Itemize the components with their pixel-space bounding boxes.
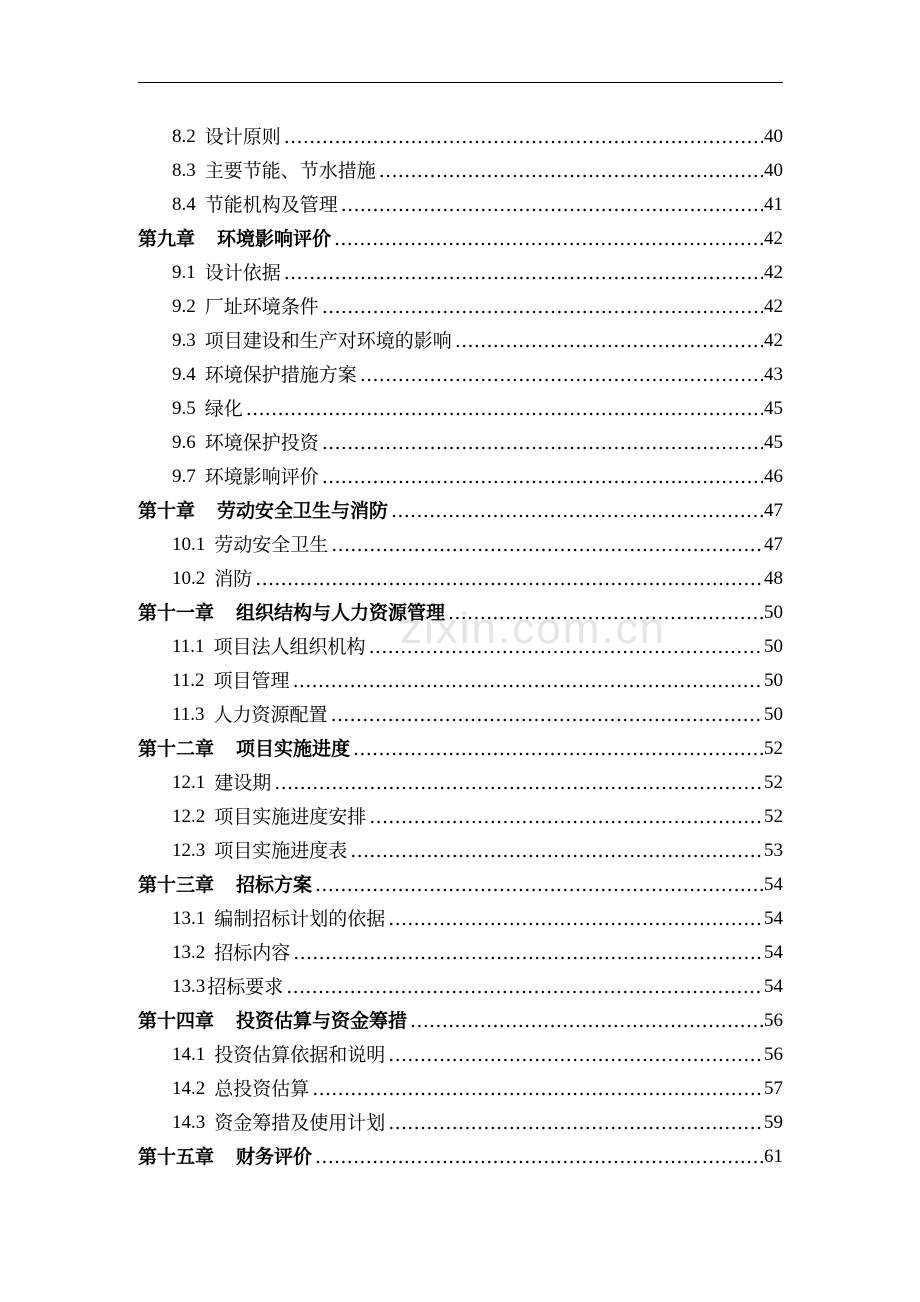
toc-entry-title: 消防 [214, 568, 253, 590]
toc-entry-title: 节能机构及管理 [204, 194, 338, 216]
toc-entry-number: 8.2 [172, 126, 196, 147]
toc-entry-page: 40 [764, 126, 783, 147]
toc-dot-leader [255, 567, 763, 591]
toc-section-entry[interactable] [138, 1067, 783, 1101]
toc-entry-number: 10.1 [172, 534, 206, 555]
toc-dot-leader [315, 873, 763, 897]
toc-entry-number: 第十三章 [138, 874, 215, 896]
toc-dot-leader [286, 975, 763, 999]
toc-entry-title: 项目法人组织机构 [213, 636, 366, 658]
toc-entry-number: 9.3 [172, 330, 196, 351]
toc-entry-number: 10.2 [172, 568, 206, 589]
toc-entry-title: 环境保护措施方案 [204, 364, 357, 386]
toc-entry-number: 9.1 [172, 262, 196, 283]
toc-entry-title: 投资估算依据和说明 [214, 1044, 386, 1066]
toc-entry-page: 46 [764, 466, 783, 487]
toc-entry-number: 14.2 [172, 1078, 206, 1099]
toc-entry-number: 14.3 [172, 1112, 206, 1133]
toc-dot-leader [388, 1043, 763, 1067]
toc-entry-title: 项目建设和生产对环境的影响 [204, 330, 452, 352]
toc-entry-title: 绿化 [204, 398, 243, 420]
toc-entry-number: 9.6 [172, 432, 196, 453]
toc-entry-page: 52 [764, 772, 783, 793]
toc-entry-page: 53 [764, 840, 783, 861]
toc-section-entry[interactable] [138, 1033, 783, 1067]
toc-entry-number: 8.4 [172, 194, 196, 215]
toc-entry-page: 42 [764, 262, 783, 283]
toc-entry-page: 43 [764, 364, 783, 385]
toc-entry-page: 54 [764, 942, 783, 963]
toc-entry-page: 45 [764, 432, 783, 453]
toc-entry-title: 招标要求 [207, 976, 284, 998]
toc-entry-page: 52 [764, 806, 783, 827]
toc-entry-title: 环境保护投资 [204, 432, 319, 454]
toc-entry-title: 投资估算与资金筹措 [236, 1010, 408, 1032]
toc-entry-title: 资金筹措及使用计划 [214, 1112, 386, 1134]
toc-entry-title: 组织结构与人力资源管理 [236, 602, 446, 624]
toc-dot-leader [410, 1009, 763, 1033]
toc-dot-leader [388, 907, 763, 931]
toc-entry-page: 50 [764, 636, 783, 657]
toc-dot-leader [455, 329, 763, 353]
toc-dot-leader [448, 601, 763, 625]
toc-entry-page: 42 [764, 296, 783, 317]
toc-dot-leader [284, 125, 763, 149]
toc-section-entry[interactable] [138, 625, 783, 659]
toc-entry-number: 第十五章 [138, 1146, 215, 1168]
toc-dot-leader [284, 261, 763, 285]
toc-entry-number: 第十章 [138, 500, 196, 522]
toc-dot-leader [334, 227, 763, 251]
toc-dot-leader [331, 533, 763, 557]
toc-entry-page: 40 [764, 160, 783, 181]
toc-section-entry[interactable] [138, 557, 783, 591]
toc-entry-number: 13.1 [172, 908, 206, 929]
toc-dot-leader [388, 1111, 763, 1135]
toc-entry-number: 11.1 [172, 636, 205, 657]
toc-dot-leader [391, 499, 763, 523]
toc-dot-leader [350, 839, 763, 863]
toc-section-entry[interactable] [138, 387, 783, 421]
toc-section-entry[interactable] [138, 761, 783, 795]
toc-entry-title: 设计依据 [204, 262, 281, 284]
toc-dot-leader [293, 669, 763, 693]
toc-entry-number: 8.3 [172, 160, 196, 181]
toc-entry-title: 人力资源配置 [213, 704, 328, 726]
toc-dot-leader [322, 295, 763, 319]
toc-section-entry[interactable] [138, 659, 783, 693]
toc-entry-number: 12.3 [172, 840, 206, 861]
header-rule [138, 82, 783, 83]
toc-entry-number: 9.4 [172, 364, 196, 385]
toc-dot-leader [379, 159, 763, 183]
toc-dot-leader [322, 431, 763, 455]
toc-entry-title: 招标方案 [236, 874, 313, 896]
toc-entry-page: 52 [764, 738, 783, 759]
toc-entry-title: 劳动安全卫生与消防 [217, 500, 389, 522]
toc-entry-number: 12.2 [172, 806, 206, 827]
toc-dot-leader [322, 465, 763, 489]
toc-dot-leader [312, 1077, 763, 1101]
toc-entry-page: 50 [764, 704, 783, 725]
toc-section-entry[interactable] [138, 285, 783, 319]
toc-entry-page: 54 [764, 874, 783, 895]
toc-entry-number: 第十二章 [138, 738, 215, 760]
toc-entry-page: 48 [764, 568, 783, 589]
toc-dot-leader [369, 635, 763, 659]
toc-entry-number: 14.1 [172, 1044, 206, 1065]
toc-entry-page: 50 [764, 602, 783, 623]
watermark: zixin.com.cn [400, 604, 667, 653]
toc-entry-number: 第十四章 [138, 1010, 215, 1032]
toc-entry-title: 设计原则 [204, 126, 281, 148]
toc-entry-number: 第十一章 [138, 602, 215, 624]
toc-dot-leader [341, 193, 763, 217]
toc-entry-number: 9.7 [172, 466, 196, 487]
toc-entry-number: 13.3 [172, 976, 206, 997]
toc-entry-page: 54 [764, 908, 783, 929]
toc-entry-number: 第九章 [138, 228, 196, 250]
toc-section-entry[interactable] [138, 897, 783, 931]
toc-entry-title: 建设期 [214, 772, 272, 794]
toc-chapter-entry[interactable] [138, 863, 783, 897]
toc-dot-leader [369, 805, 763, 829]
toc-section-entry[interactable] [138, 693, 783, 727]
toc-entry-page: 41 [764, 194, 783, 215]
toc-entry-title: 厂址环境条件 [204, 296, 319, 318]
toc-entry-page: 61 [764, 1146, 783, 1167]
toc-dot-leader [360, 363, 763, 387]
toc-section-entry[interactable] [138, 795, 783, 829]
toc-chapter-entry[interactable] [138, 217, 783, 251]
toc-entry-page: 47 [764, 534, 783, 555]
table-of-contents [138, 115, 783, 1169]
toc-entry-number: 9.5 [172, 398, 196, 419]
toc-dot-leader [293, 941, 763, 965]
toc-dot-leader [353, 737, 763, 761]
toc-dot-leader [315, 1145, 763, 1169]
toc-entry-title: 项目实施进度 [236, 738, 351, 760]
toc-entry-title: 项目实施进度安排 [214, 806, 367, 828]
toc-section-entry[interactable] [138, 965, 783, 999]
toc-entry-title: 环境影响评价 [204, 466, 319, 488]
toc-section-entry[interactable] [138, 183, 783, 217]
toc-section-entry[interactable] [138, 421, 783, 455]
toc-section-entry[interactable] [138, 319, 783, 353]
toc-section-entry[interactable] [138, 115, 783, 149]
toc-chapter-entry[interactable] [138, 727, 783, 761]
toc-section-entry[interactable] [138, 523, 783, 557]
toc-dot-leader [331, 703, 763, 727]
toc-entry-title: 财务评价 [236, 1146, 313, 1168]
toc-entry-title: 项目实施进度表 [214, 840, 348, 862]
toc-section-entry[interactable] [138, 1101, 783, 1135]
toc-entry-page: 57 [764, 1078, 783, 1099]
toc-chapter-entry[interactable] [138, 591, 783, 625]
toc-entry-page: 59 [764, 1112, 783, 1133]
toc-entry-page: 42 [764, 330, 783, 351]
toc-entry-page: 42 [764, 228, 783, 249]
toc-section-entry[interactable] [138, 931, 783, 965]
toc-section-entry[interactable] [138, 829, 783, 863]
toc-entry-title: 总投资估算 [214, 1078, 310, 1100]
toc-entry-page: 47 [764, 500, 783, 521]
toc-entry-number: 9.2 [172, 296, 196, 317]
toc-entry-page: 45 [764, 398, 783, 419]
toc-entry-number: 13.2 [172, 942, 206, 963]
toc-dot-leader [246, 397, 763, 421]
toc-entry-page: 54 [764, 976, 783, 997]
toc-entry-number: 11.2 [172, 670, 205, 691]
toc-section-entry[interactable] [138, 149, 783, 183]
toc-dot-leader [274, 771, 763, 795]
toc-entry-title: 劳动安全卫生 [214, 534, 329, 556]
toc-chapter-entry[interactable] [138, 1135, 783, 1169]
toc-entry-title: 编制招标计划的依据 [214, 908, 386, 930]
toc-entry-number: 12.1 [172, 772, 206, 793]
toc-entry-page: 50 [764, 670, 783, 691]
toc-section-entry[interactable] [138, 455, 783, 489]
toc-entry-title: 项目管理 [213, 670, 290, 692]
toc-entry-title: 主要节能、节水措施 [204, 160, 376, 182]
toc-chapter-entry[interactable] [138, 999, 783, 1033]
toc-entry-page: 56 [764, 1010, 783, 1031]
toc-entry-title: 环境影响评价 [217, 228, 332, 250]
toc-chapter-entry[interactable] [138, 489, 783, 523]
toc-entry-page: 56 [764, 1044, 783, 1065]
toc-section-entry[interactable] [138, 251, 783, 285]
toc-entry-title: 招标内容 [214, 942, 291, 964]
toc-entry-number: 11.3 [172, 704, 205, 725]
toc-section-entry[interactable] [138, 353, 783, 387]
